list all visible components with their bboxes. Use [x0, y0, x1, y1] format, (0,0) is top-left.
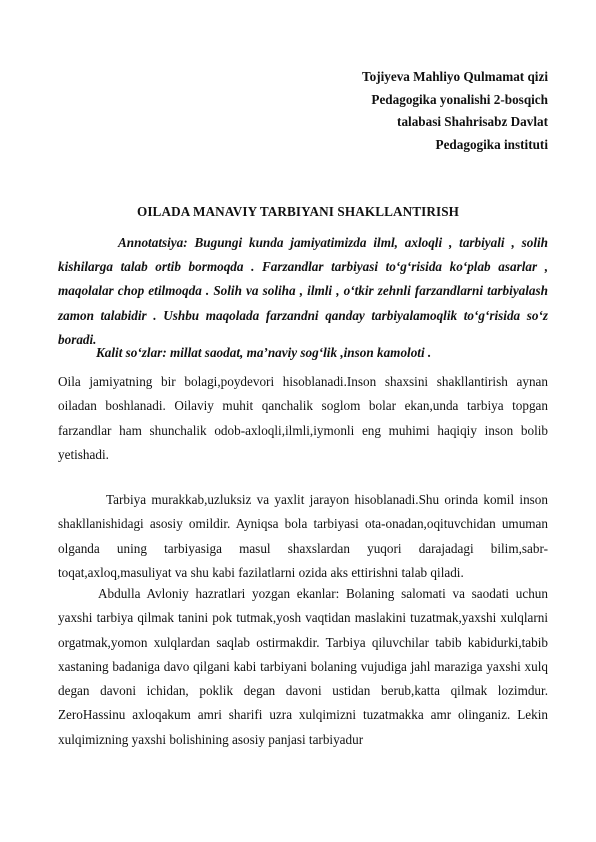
body-paragraph-1: Oila jamiyatning bir bolagi,poydevori hisoblanadi.Inson shaxsini shakllantirish aynan oiladan boshlanadi. Oilaviy muhit qanchalik soglom bolar ekan,unda tarbiya topgan farzandlar ham shunchalik odob-axloqli,ilmli,iymonli eng muhimi haqiqiy inson bolib yetishadi.	[58, 374, 548, 462]
author-institution-line2: Pedagogika instituti	[435, 136, 548, 152]
author-name: Tojiyeva Mahliyo Qulmamat qizi	[362, 69, 548, 84]
author-program: Pedagogika yonalishi 2-bosqich	[371, 91, 548, 107]
body-paragraph-3: Abdulla Avloniy hazratlari yozgan ekanlar: Bolaning salomati va saodati uchun yaxshi tarbiya qilmak tanini pok tutmak,yosh vaqtidan maslakini tuzatmak,yaxshi xulqlarni orgatmak,yomon xulqlardan saqlab ostirmakdir. Tarbiya qiluvchilar tabib kabidurki,tabib xastaning badaniga davo qilgani kabi tarbiyani bolaning vujudiga jahl maraziga yaxshi xulq degan davoni ichidan, poklik degan davoni ustidan berub,katta qilmak lozimdur. ZeroHassinu axloqakum amri sharifi uzra xulqimizni tuzatmakka amr olinganiz. Lekin xulqimizning yaxshi bolishining asosiy panjasi tarbiyadur	[58, 586, 548, 747]
body-paragraph-2: Tarbiya murakkab,uzluksiz va yaxlit jarayon hisoblanadi.Shu orinda komil inson shakllanishidagi asosiy omildir. Ayniqsa bola tarbiyasi ota-onadan,oqituvchidan umuman olganda uning tarbiyasiga masul shaxslardan yuqori darajadagi bilim,sabr-toqat,axloq,masuliyat va shu kabi fazilatlarni ozida aks ettirishni talab qiladi.	[58, 492, 548, 580]
article-title: OILADA MANAVIY TARBIYANI SHAKLLANTIRISH	[136, 204, 460, 219]
annotation-paragraph: Annotatsiya: Bugungi kunda jamiyatimizda ilml, axloqli , tarbiyali , solih kishilarga talab ortib bormoqda . Farzandlar tarbiyasi to‘g‘risida ko‘plab asarlar , maqolalar chop etilmoqda . Solih va soliha , ilmli , o‘tkir zehnli farzandlarni tarbiyalash zamon talabidir . Ushbu maqolada farzandni qanday tarbiyalamoqlik to‘g‘risida so‘z boradi.	[58, 235, 548, 347]
author-institution-line1: talabasi Shahrisabz Davlat	[397, 114, 548, 129]
author-block	[362, 66, 548, 156]
keywords-line: Kalit so‘zlar: millat saodat, ma’naviy sog‘lik ,inson kamoloti .	[96, 345, 432, 360]
